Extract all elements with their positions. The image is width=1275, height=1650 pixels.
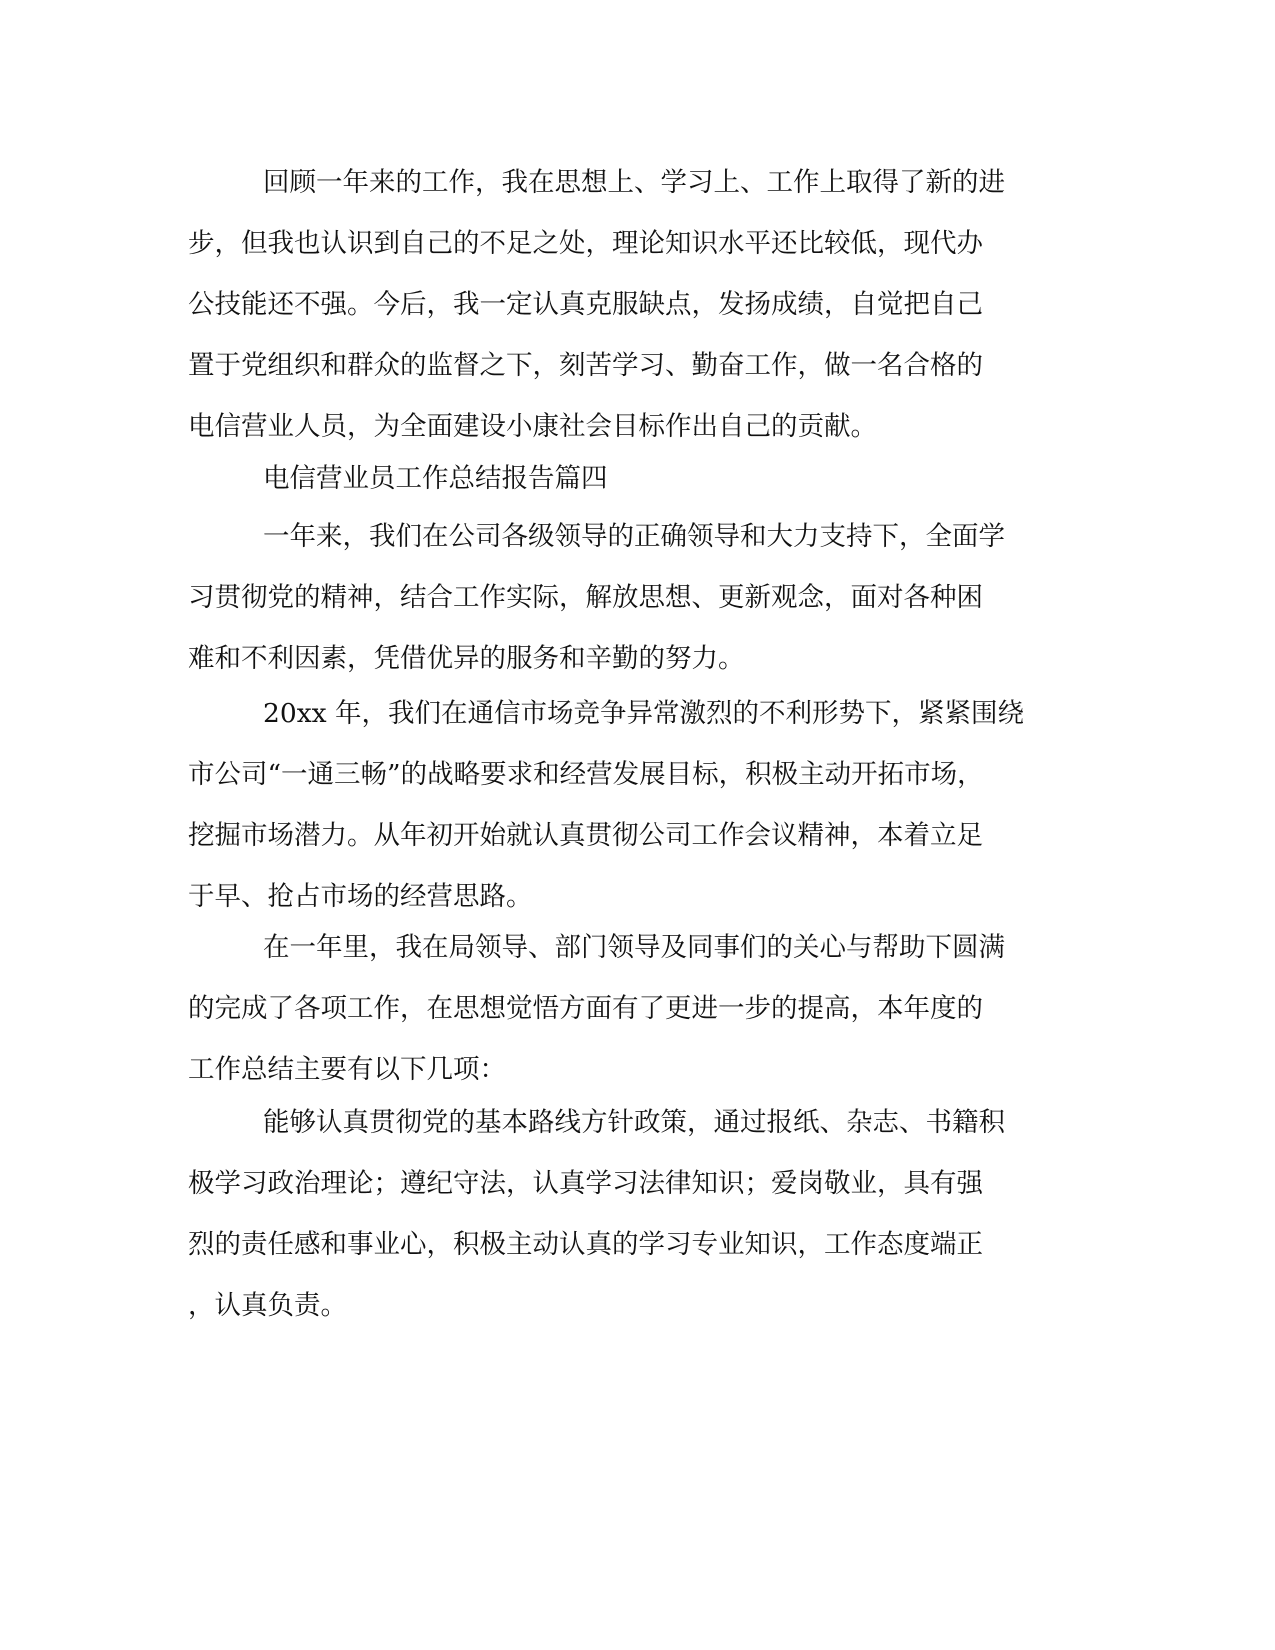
paragraph-review [188, 152, 1078, 457]
paragraph-line: 置于党组织和群众的监督之下，刻苦学习、勤奋工作，做一名合格的 [188, 350, 983, 381]
paragraph-line: 公技能还不强。今后，我一定认真克服缺点，发扬成绩，自觉把自己 [188, 289, 983, 320]
paragraph-line: 于早、抢占市场的经营思路。 [188, 881, 533, 912]
paragraph-line: 工作总结主要有以下几项： [188, 1054, 506, 1085]
paragraph-line: 一年来，我们在公司各级领导的正确领导和大力支持下，全面学 [263, 521, 1005, 552]
paragraph-line: 电信营业人员，为全面建设小康社会目标作出自己的贡献。 [188, 411, 877, 442]
paragraph-line: 难和不利因素，凭借优异的服务和辛勤的努力。 [188, 643, 745, 674]
paragraph-line: 20xx 年，我们在通信市场竞争异常激烈的不利形势下，紧紧围绕 [263, 698, 1025, 729]
paragraph-line: 回顾一年来的工作，我在思想上、学习上、工作上取得了新的进 [263, 167, 1005, 198]
paragraph-line: 步，但我也认识到自己的不足之处，理论知识水平还比较低，现代办 [188, 228, 983, 259]
paragraph-year [188, 917, 1078, 1100]
paragraph-line: 挖掘市场潜力。从年初开始就认真贯彻公司工作会议精神，本着立足 [188, 820, 983, 851]
section-heading: 电信营业员工作总结报告篇四 [263, 463, 608, 494]
paragraph-line: 习贯彻党的精神，结合工作实际，解放思想、更新观念，面对各种困 [188, 582, 983, 613]
paragraph-line: 的完成了各项工作，在思想觉悟方面有了更进一步的提高，本年度的 [188, 993, 983, 1024]
paragraph-line: 市公司“一通三畅”的战略要求和经营发展目标，积极主动开拓市场， [188, 759, 984, 790]
paragraph-line: ，认真负责。 [188, 1290, 347, 1321]
paragraph-market [188, 683, 1078, 927]
paragraph-policy [188, 1092, 1078, 1336]
paragraph-line: 在一年里，我在局领导、部门领导及同事们的关心与帮助下圆满 [263, 932, 1005, 963]
paragraph-line: 极学习政治理论；遵纪守法，认真学习法律知识；爱岗敬业，具有强 [188, 1168, 983, 1199]
paragraph-line: 烈的责任感和事业心，积极主动认真的学习专业知识，工作态度端正 [188, 1229, 983, 1260]
paragraph-intro [188, 506, 1078, 689]
paragraph-line: 能够认真贯彻党的基本路线方针政策，通过报纸、杂志、书籍积 [263, 1107, 1005, 1138]
